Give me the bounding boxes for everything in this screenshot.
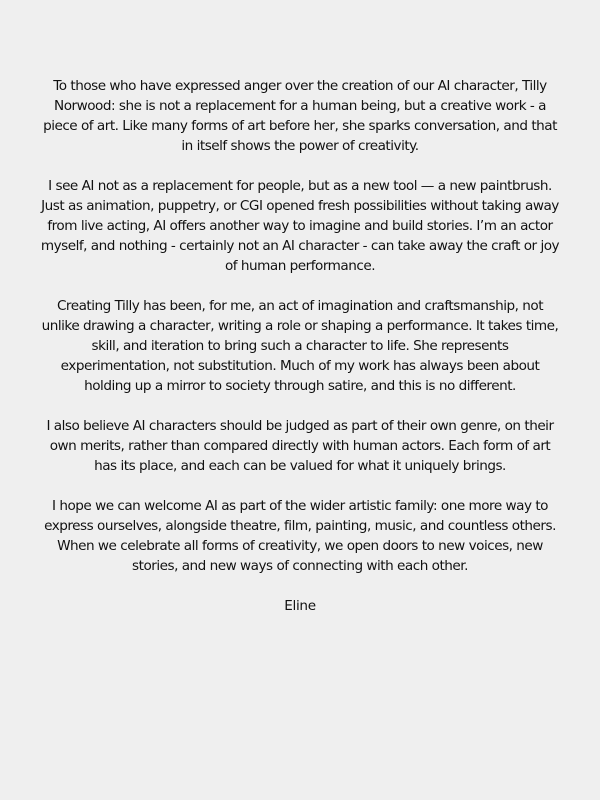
paragraph-5: I hope we can welcome AI as part of the wider artistic family: one more way to express ourselves, alongside theatre, film, painting, music, and countless others. When we celebrate all forms of creativity, we open doors to new voices, new stories, and new ways of connecting with each other.: [44, 498, 556, 574]
paragraph-3: Creating Tilly has been, for me, an act of imagination and craftsmanship, not unlike drawing a character, writing a role or shaping a performance. It takes time, skill, and iteration to bring such a character to life. She represents experimentation, not substitution. Much of my work has always been about holding up a mirror to society through satire, and this is no different.: [41, 298, 559, 394]
paragraph-2: I see AI not as a replacement for people, but as a new tool — a new paintbrush. Just as animation, puppetry, or CGI opened fresh possibilities without taking away from live acting, AI offers another way to imagine and build stories. I’m an actor myself, and nothing - certainly not an AI character - can take away the craft or joy of human performance.: [40, 178, 560, 274]
paragraph-1: To those who have expressed anger over the creation of our AI character, Tilly Norwood: she is not a replacement for a human being, but a creative work - a piece of art. Like many forms of art before her, she sparks conversation, and that in itself shows the power of creativity.: [43, 78, 557, 154]
signature: Eline: [284, 598, 316, 614]
statement-body: [40, 76, 560, 616]
paragraph-4: I also believe AI characters should be judged as part of their own genre, on their own merits, rather than compared directly with human actors. Each form of art has its place, and each can be valued for what it uniquely brings.: [46, 418, 554, 474]
